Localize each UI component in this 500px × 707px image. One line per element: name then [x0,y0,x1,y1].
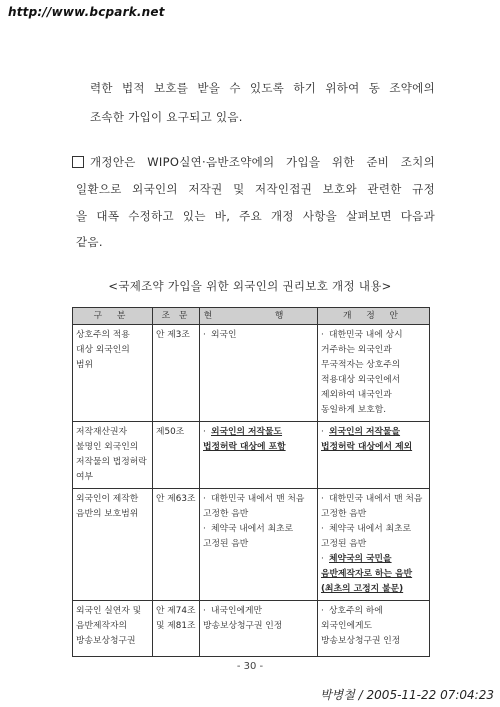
dot-bullet: · [321,494,324,504]
intro-line: 조속한 가입이 요구되고 있음. [90,110,243,124]
site-watermark: http://www.bcpark.net [8,5,165,19]
table-row [73,325,430,422]
cell-article: 안 제74조 및 제81조 [153,601,200,657]
revised-item-text: 대한민국 내에서 맨 처음 고정한 음반 [321,494,423,519]
dot-bullet: · [321,330,324,340]
revision-table [72,307,430,657]
revised-item [321,425,426,455]
cell-revised [318,422,430,489]
cell-current [200,489,318,601]
table-row [73,601,430,657]
cell-article: 제50조 [153,422,200,489]
current-item [203,425,314,455]
dot-bullet: · [203,524,206,534]
dot-bullet: · [203,427,206,437]
cell-revised [318,601,430,657]
header-current: 현 행 [200,308,318,325]
header-revised: 개 정 안 [318,308,430,325]
cell-current [200,601,318,657]
page-number: - 30 - [236,661,264,672]
cell-category: 외국인 실연자 및 음반제작자의 방송보상청구권 [73,601,153,657]
cell-revised [318,489,430,601]
current-item-text: 내국인에게만 방송보상청구권 인정 [203,606,283,631]
revised-item-text: 대한민국 내에 상시 거주하는 외국인과 무국적자는 상호주의 적용대상 외국인에서 제외하여 내국인과 동일하게 보호함. [321,330,403,415]
cell-article: 안 제3조 [153,325,200,422]
revision-line: 같음. [76,235,103,249]
cell-current [200,422,318,489]
table-row [73,489,430,601]
revised-item [321,522,426,552]
dot-bullet: · [321,606,324,616]
current-item [203,604,314,634]
header-category: 구 분 [73,308,153,325]
current-item-text: 체약국 내에서 최초로 고정된 음반 [203,524,294,549]
dot-bullet: · [321,554,324,564]
header-article: 조 문 [153,308,200,325]
revision-line: 을 대폭 수정하고 있는 바, 주요 개정 사항을 살펴보면 다음과 [76,209,435,223]
cell-category: 저작재산권자 불명인 외국인의 저작물의 법정허락 여부 [73,422,153,489]
revised-item [321,604,426,649]
revision-line: 개정안은 WIPO실연·음반조약에의 가입을 위한 준비 조치의 [90,155,435,169]
square-bullet-icon [72,156,84,168]
current-item-text: 대한민국 내에서 맨 처음 고정한 음반 [203,494,305,519]
revised-item-text: 상호주의 하에 외국인에게도 방송보상청구권 인정 [321,606,401,646]
table-title: <국제조약 가입을 위한 외국인의 권리보호 개정 내용> [108,279,392,293]
revised-item-text: 체약국 내에서 최초로 고정된 음반 [321,524,412,549]
cell-category: 외국인이 제작한 음반의 보호범위 [73,489,153,601]
table-header-row [73,308,430,325]
current-item-text: 외국인 [211,330,237,340]
dot-bullet: · [203,330,206,340]
current-item-text: 외국인의 저작물도 법정허락 대상에 포함 [203,427,286,452]
intro-line: 력한 법적 보호를 받을 수 있도록 하기 위하여 동 조약에의 [90,81,435,95]
revised-item-text: 체약국의 국민을 음반제작자로 하는 음반(최초의 고정지 불문) [321,554,413,594]
revised-item-text: 외국인의 저작물을 법정허락 대상에서 제외 [321,427,413,452]
cell-revised [318,325,430,422]
cell-current [200,325,318,422]
current-item [203,328,314,343]
dot-bullet: · [321,427,324,437]
dot-bullet: · [203,494,206,504]
current-item [203,522,314,552]
cell-category: 상호주의 적용 대상 외국인의 범위 [73,325,153,422]
current-item [203,492,314,522]
revised-item [321,328,426,418]
dot-bullet: · [203,606,206,616]
cell-article: 안 제63조 [153,489,200,601]
author-timestamp: 박병철 / 2005-11-22 07:04:23 [320,688,494,702]
revised-item [321,552,426,597]
revised-item [321,492,426,522]
table-row [73,422,430,489]
revision-line: 일환으로 외국인의 저작권 및 저작인접권 보호와 관련한 규정 [76,182,435,196]
dot-bullet: · [321,524,324,534]
